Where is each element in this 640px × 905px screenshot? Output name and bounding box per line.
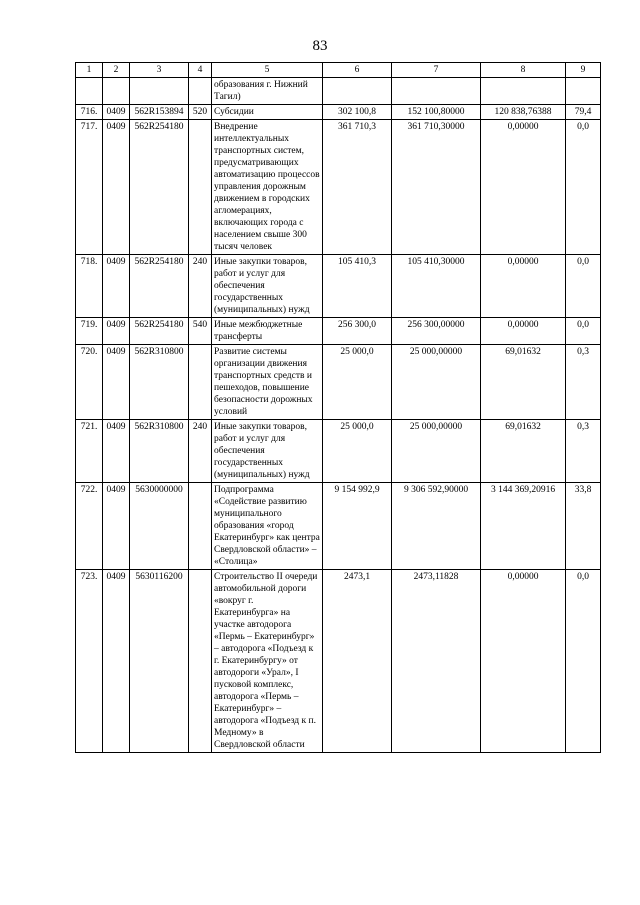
expense-type <box>189 345 212 420</box>
section-code: 0409 <box>103 105 130 120</box>
plan-amount: 302 100,8 <box>323 105 392 120</box>
refined-amount <box>392 78 481 105</box>
row-number: 719. <box>76 318 103 345</box>
expense-type: 520 <box>189 105 212 120</box>
budget-table <box>75 62 601 753</box>
expense-type: 540 <box>189 318 212 345</box>
table-row <box>76 105 601 120</box>
execution-percent: 0,3 <box>566 420 601 483</box>
target-code: 5630000000 <box>130 483 189 570</box>
plan-amount: 25 000,0 <box>323 420 392 483</box>
refined-amount: 25 000,00000 <box>392 420 481 483</box>
refined-amount: 2473,11828 <box>392 570 481 753</box>
column-header-3: 3 <box>130 63 189 78</box>
expense-type: 240 <box>189 420 212 483</box>
table-row <box>76 78 601 105</box>
refined-amount: 25 000,00000 <box>392 345 481 420</box>
plan-amount: 256 300,0 <box>323 318 392 345</box>
expense-type <box>189 570 212 753</box>
target-code: 562R254180 <box>130 120 189 255</box>
expense-type <box>189 78 212 105</box>
item-name: Иные закупки товаров, работ и услуг для обеспечения государственных (муниципальных) нужд <box>212 420 323 483</box>
execution-percent: 0,0 <box>566 318 601 345</box>
row-number: 723. <box>76 570 103 753</box>
column-header-9: 9 <box>566 63 601 78</box>
executed-amount: 69,01632 <box>481 345 566 420</box>
item-name: Подпрограмма «Содействие развитию муниципального образования «город Екатеринбург» как центра Свердловской области» – «Столица» <box>212 483 323 570</box>
row-number: 717. <box>76 120 103 255</box>
target-code <box>130 78 189 105</box>
table-body <box>76 78 601 753</box>
refined-amount: 361 710,30000 <box>392 120 481 255</box>
execution-percent: 33,8 <box>566 483 601 570</box>
row-number <box>76 78 103 105</box>
column-header-6: 6 <box>323 63 392 78</box>
expense-type <box>189 483 212 570</box>
section-code: 0409 <box>103 318 130 345</box>
column-header-1: 1 <box>76 63 103 78</box>
row-number: 720. <box>76 345 103 420</box>
execution-percent: 79,4 <box>566 105 601 120</box>
execution-percent: 0,0 <box>566 120 601 255</box>
section-code: 0409 <box>103 483 130 570</box>
row-number: 718. <box>76 255 103 318</box>
refined-amount: 105 410,30000 <box>392 255 481 318</box>
row-number: 722. <box>76 483 103 570</box>
item-name: Субсидии <box>212 105 323 120</box>
section-code: 0409 <box>103 120 130 255</box>
table-row <box>76 345 601 420</box>
section-code: 0409 <box>103 345 130 420</box>
target-code: 562R254180 <box>130 255 189 318</box>
item-name: Иные закупки товаров, работ и услуг для обеспечения государственных (муниципальных) нужд <box>212 255 323 318</box>
column-header-7: 7 <box>392 63 481 78</box>
item-name: Внедрение интеллектуальных транспортных систем, предусматривающих автоматизацию процессов управления дорожным движением в городских агломерациях, включающих города с населением свыше 300 тысяч человек <box>212 120 323 255</box>
execution-percent: 0,3 <box>566 345 601 420</box>
refined-amount: 152 100,80000 <box>392 105 481 120</box>
executed-amount: 3 144 369,20916 <box>481 483 566 570</box>
execution-percent: 0,0 <box>566 570 601 753</box>
executed-amount: 0,00000 <box>481 318 566 345</box>
plan-amount: 105 410,3 <box>323 255 392 318</box>
column-header-2: 2 <box>103 63 130 78</box>
refined-amount: 9 306 592,90000 <box>392 483 481 570</box>
executed-amount: 0,00000 <box>481 255 566 318</box>
row-number: 716. <box>76 105 103 120</box>
target-code: 5630116200 <box>130 570 189 753</box>
section-code <box>103 78 130 105</box>
executed-amount: 0,00000 <box>481 570 566 753</box>
table-row <box>76 120 601 255</box>
execution-percent: 0,0 <box>566 255 601 318</box>
table-row <box>76 570 601 753</box>
item-name: образования г. Нижний Тагил) <box>212 78 323 105</box>
target-code: 562R310800 <box>130 345 189 420</box>
table-header <box>76 63 601 78</box>
section-code: 0409 <box>103 570 130 753</box>
executed-amount: 120 838,76388 <box>481 105 566 120</box>
item-name: Иные межбюджетные трансферты <box>212 318 323 345</box>
expense-type: 240 <box>189 255 212 318</box>
column-header-8: 8 <box>481 63 566 78</box>
header-row <box>76 63 601 78</box>
table-row <box>76 483 601 570</box>
section-code: 0409 <box>103 255 130 318</box>
plan-amount <box>323 78 392 105</box>
refined-amount: 256 300,00000 <box>392 318 481 345</box>
target-code: 562R254180 <box>130 318 189 345</box>
target-code: 562R310800 <box>130 420 189 483</box>
page-number: 83 <box>312 38 328 54</box>
item-name: Развитие системы организации движения транспортных средств и пешеходов, повышение безопасности дорожных условий <box>212 345 323 420</box>
table-row <box>76 420 601 483</box>
column-header-4: 4 <box>189 63 212 78</box>
target-code: 562R153894 <box>130 105 189 120</box>
plan-amount: 9 154 992,9 <box>323 483 392 570</box>
plan-amount: 361 710,3 <box>323 120 392 255</box>
executed-amount <box>481 78 566 105</box>
plan-amount: 25 000,0 <box>323 345 392 420</box>
plan-amount: 2473,1 <box>323 570 392 753</box>
table-row <box>76 255 601 318</box>
executed-amount: 69,01632 <box>481 420 566 483</box>
item-name: Строительство II очереди автомобильной дороги «вокруг г. Екатеринбурга» на участке автодорога «Пермь – Екатеринбург» – автодорога «Подъезд к г. Екатеринбургу» от автодороги «Урал», I пусковой комплекс, автодорога «Пермь – Екатеринбург» – автодорога «Подъезд к п. Медному» в Свердловской области <box>212 570 323 753</box>
table-row <box>76 318 601 345</box>
section-code: 0409 <box>103 420 130 483</box>
expense-type <box>189 120 212 255</box>
execution-percent <box>566 78 601 105</box>
column-header-5: 5 <box>212 63 323 78</box>
executed-amount: 0,00000 <box>481 120 566 255</box>
row-number: 721. <box>76 420 103 483</box>
